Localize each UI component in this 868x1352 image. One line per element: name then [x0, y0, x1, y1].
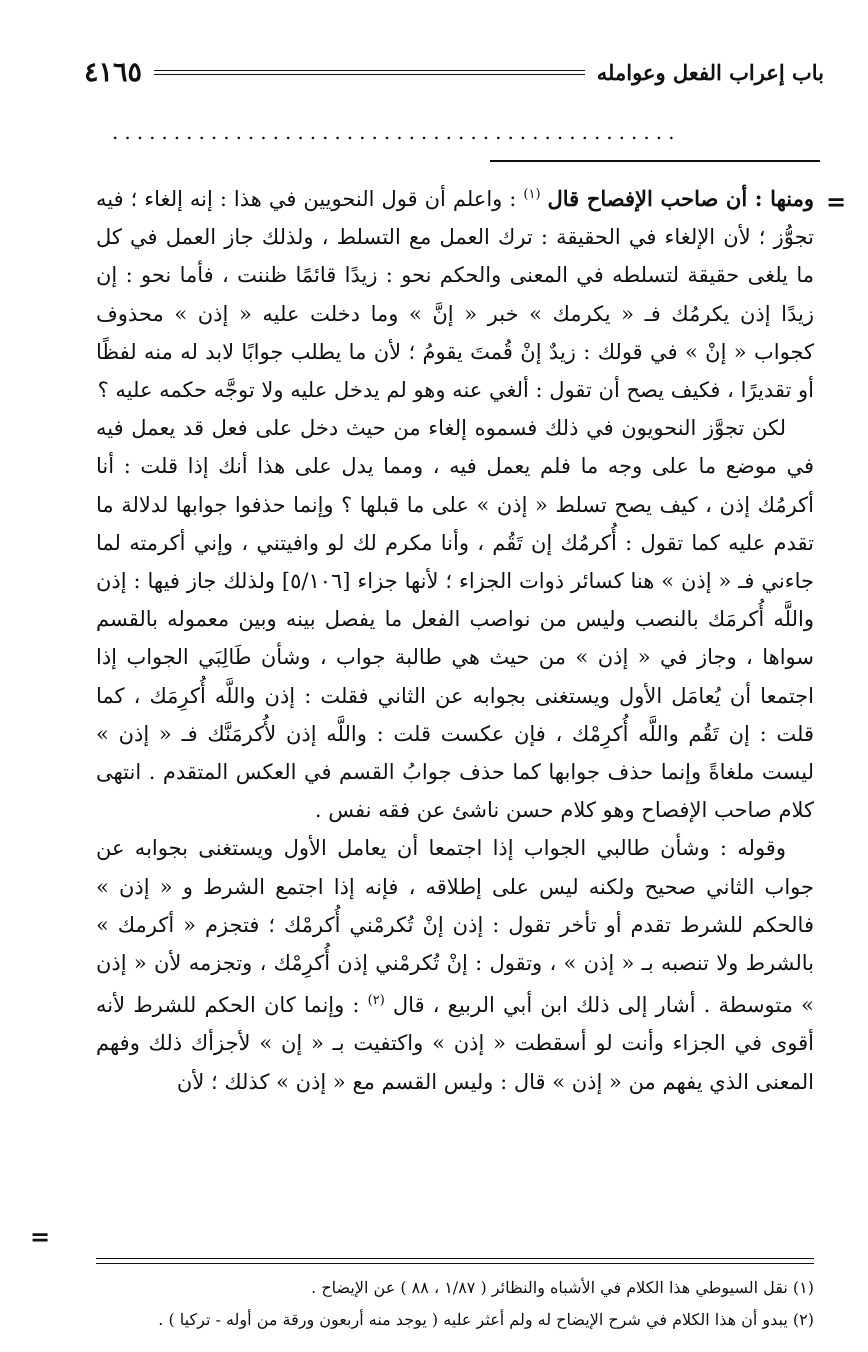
footnotes	[96, 1272, 814, 1336]
main-text	[96, 176, 814, 1101]
paragraph-1-lead: ومنها : أن صاحب الإفصاح قال	[547, 186, 814, 211]
text-top-rule	[490, 160, 820, 162]
continuation-mark-bottom: =	[30, 1222, 51, 1251]
page-number: ٤١٦٥	[84, 56, 143, 88]
footnote-rule-second	[96, 1263, 814, 1264]
paragraph-3	[96, 829, 814, 1100]
page-header	[84, 52, 824, 92]
paragraph-2: لكن تجوَّز النحويون في ذلك فسموه إلغاء من حيث دخل على فعل قد يعمل فيه في موضع ما على وجه ما فلم يعمل فيه ، ومما يدل على هذا أنك إذا قلت : أنا أكرمُك إذن ، كيف يصح تسلط « إذن » على ما قبلها ؟ وإنما حذفوا جوابها لدلالة ما تقدم عليه كما تقول : أُكرمُك إن تَقُم ، وأنا مكرم لك لو وافيتني ، وإني أكرمته لما جاءني فـ « إذن » هنا كسائر ذوات الجزاء ؛ لأنها جزاء [٥/١٠٦] ولذلك جاز فيها : إذن واللَّه أُكرمَك بالنصب وليس من نواصب الفعل ما يفصل بينه وبين معموله بالقسم سواها ، وجاز في « إذن » من حيث هي طالبة جواب ، وشأن طَالِبَي الجواب إذا اجتمعا أن يُعامَل الأول ويستغنى بجوابه عن الثاني فقلت : إذن واللَّه أُكرِمَك ، كما قلت : إن تَقُم واللَّه أُكرِمْك ، فإن عكست قلت : واللَّه إذن لأُكرمَنَّك فـ « إذن » ليست ملغاةً وإنما حذف جوابها كما حذف جوابُ القسم في العكس المتقدم . انتهى كلام صاحب الإفصاح وهو كلام حسن ناشئ عن فقه نفس .	[96, 416, 814, 823]
paragraph-3-end: : وإنما كان الحكم للشرط لأنه أقوى في الجزاء وأنت لو أسقطت « إذن » واكتفيت بـ « إن » لأجزأك ذلك وفهم المعنى الذي يفهم من « إذن » قال : وليس القسم مع « إذن » كذلك ؛ لأن	[96, 993, 814, 1094]
paragraph-1	[96, 176, 814, 409]
chapter-title: باب إعراب الفعل وعوامله	[596, 59, 824, 85]
paragraph-3-start: وقوله : وشأن طالبي الجواب إذا اجتمعا أن يعامل الأول ويستغنى بجوابه عن جواب الثاني صحيح ولكنه ليس على إطلاقه ، فإنه إذا اجتمع الشرط و « إذن » فالحكم للشرط تقدم أو تأخر تقول : إذن إنْ تُكرمْني أُكرمْك ؛ فتجزم « أكرمك » بالشرط ولا تنصبه بـ « إذن » ، وتقول : إنْ تُكرمْني إذن أُكرِمْك ، وتجزمه لأن « إذن » متوسطة . أشار إلى ذلك ابن أبي الربيع ، قال	[96, 836, 814, 1018]
footnote-ref-2: (٢)	[367, 993, 385, 1009]
footnote-rule	[96, 1258, 814, 1259]
paragraph-1-text: : واعلم أن قول النحويين في هذا : إنه إلغاء ؛ فيه تجوُّز ؛ لأن الإلغاء في الحقيقة : ترك العمل مع التسلط ، ولذلك جاز العمل في كل ما يلغى حقيقة لتسلطه في المعنى والحكم نحو : زيدًا قائمًا ظننت ، فأما نحو : إن زيدًا إذن يكرمُك فـ « يكرمك » خبر « إنَّ » وما دخلت عليه « إذن » محذوف كجواب « إنْ » في قولك : زيدٌ إنْ قُمتَ يقومُ ؛ لأن ما يطلب جوابًا لابد له منه لفظًا أو تقديرًا ، فكيف يصح أن تقول : ألغي عنه وهو لم يدخل عليه ولا توجَّه حكمه عليه ؟	[96, 187, 814, 403]
header-rule	[154, 70, 585, 75]
continuation-mark-top: =	[826, 187, 847, 216]
footnote-1: (١) نقل السيوطي هذا الكلام في الأشباه والنظائر ( ١/٨٧ ، ٨٨ ) عن الإيضاح .	[311, 1278, 814, 1297]
separator-dots: ..............................................	[112, 120, 681, 140]
footnote-2: (٢) يبدو أن هذا الكلام في شرح الإيضاح له ولم أعثر عليه ( يوجد منه أربعون ورقة من أوله - تركيا ) .	[158, 1310, 814, 1329]
footnote-ref-1: (١)	[523, 187, 541, 202]
